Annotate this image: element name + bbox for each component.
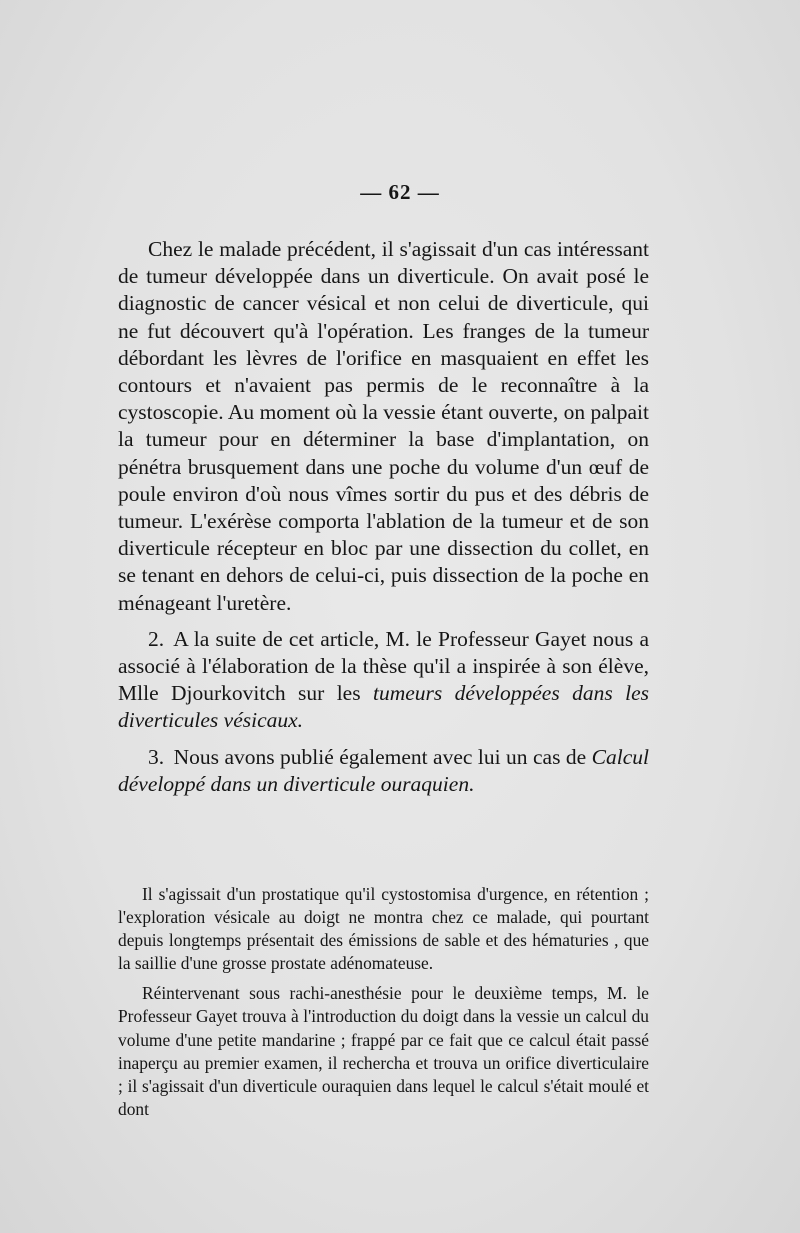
paragraph-thesis [118,626,649,735]
paragraph-calculus [118,744,649,798]
paragraph-tumor-diverticulum: Chez le malade précédent, il s'agissait d'un cas intéressant de tumeur développée dans un diverticule. On avait posé le diagnostic de cancer vésical et non celui de diverticule, qui ne fut découvert qu'à l'opération. Les franges de la tumeur débordant les lèvres de l'orifice en masquaient en effet les contours et n'avaient pas permis de le reconnaître à la cystoscopie. Au moment où la vessie étant ouverte, on palpait la tumeur pour en déterminer la base d'implantation, on pénétra brusquement dans une poche du volume d'un œuf de poule environ d'où nous vîmes sortir du pus et des débris de tumeur. L'exérèse comporta l'ablation de la tumeur et de son diverticule récepteur en bloc par une dissection du collet, en se tenant en dehors de celui-ci, puis dissection de la poche en ménageant l'uretère. [118,237,649,615]
paragraph-number: 3. [148,744,165,769]
paragraph-number: 2. [148,626,165,651]
paragraph-text: Nous avons publié également avec lui un cas de [173,744,587,769]
paragraph-reintervention: Réintervenant sous rachi-anesthésie pour le deuxième temps, M. le Professeur Gayet trouva à l'introduction du doigt dans la vessie un calcul du volume d'une petite mandarine ; frappé par ce fait que ce calcul était passé inaperçu au premier examen, il rechercha et trouva un orifice diverticulaire ; il s'agissait d'un diverticule ouraquien dans lequel le calcul s'était moulé et dont [118,983,649,1119]
case-title: Calcul développé dans un diverticule ouraquien. [118,744,650,796]
thesis-title: tumeurs développées dans les diverticules vésicaux. [118,681,649,733]
case-description [118,883,649,1121]
paragraph-text: A la suite de cet article, M. le Professeur Gayet nous a associé à l'élaboration de la thèse qu'il a inspirée à son élève, Mlle Djourkovitch sur les [118,626,649,706]
paragraph-prostatic-case: Il s'agissait d'un prostatique qu'il cystostomisa d'urgence, en rétention ; l'exploration vésicale au doigt ne montra chez ce malade, qui pourtant depuis longtemps présentait des émissions de sable et des hématuries , que la saillie d'une grosse prostate adénomateuse. [118,884,649,974]
main-text [118,236,649,798]
page-number: — 62 — [360,180,440,204]
